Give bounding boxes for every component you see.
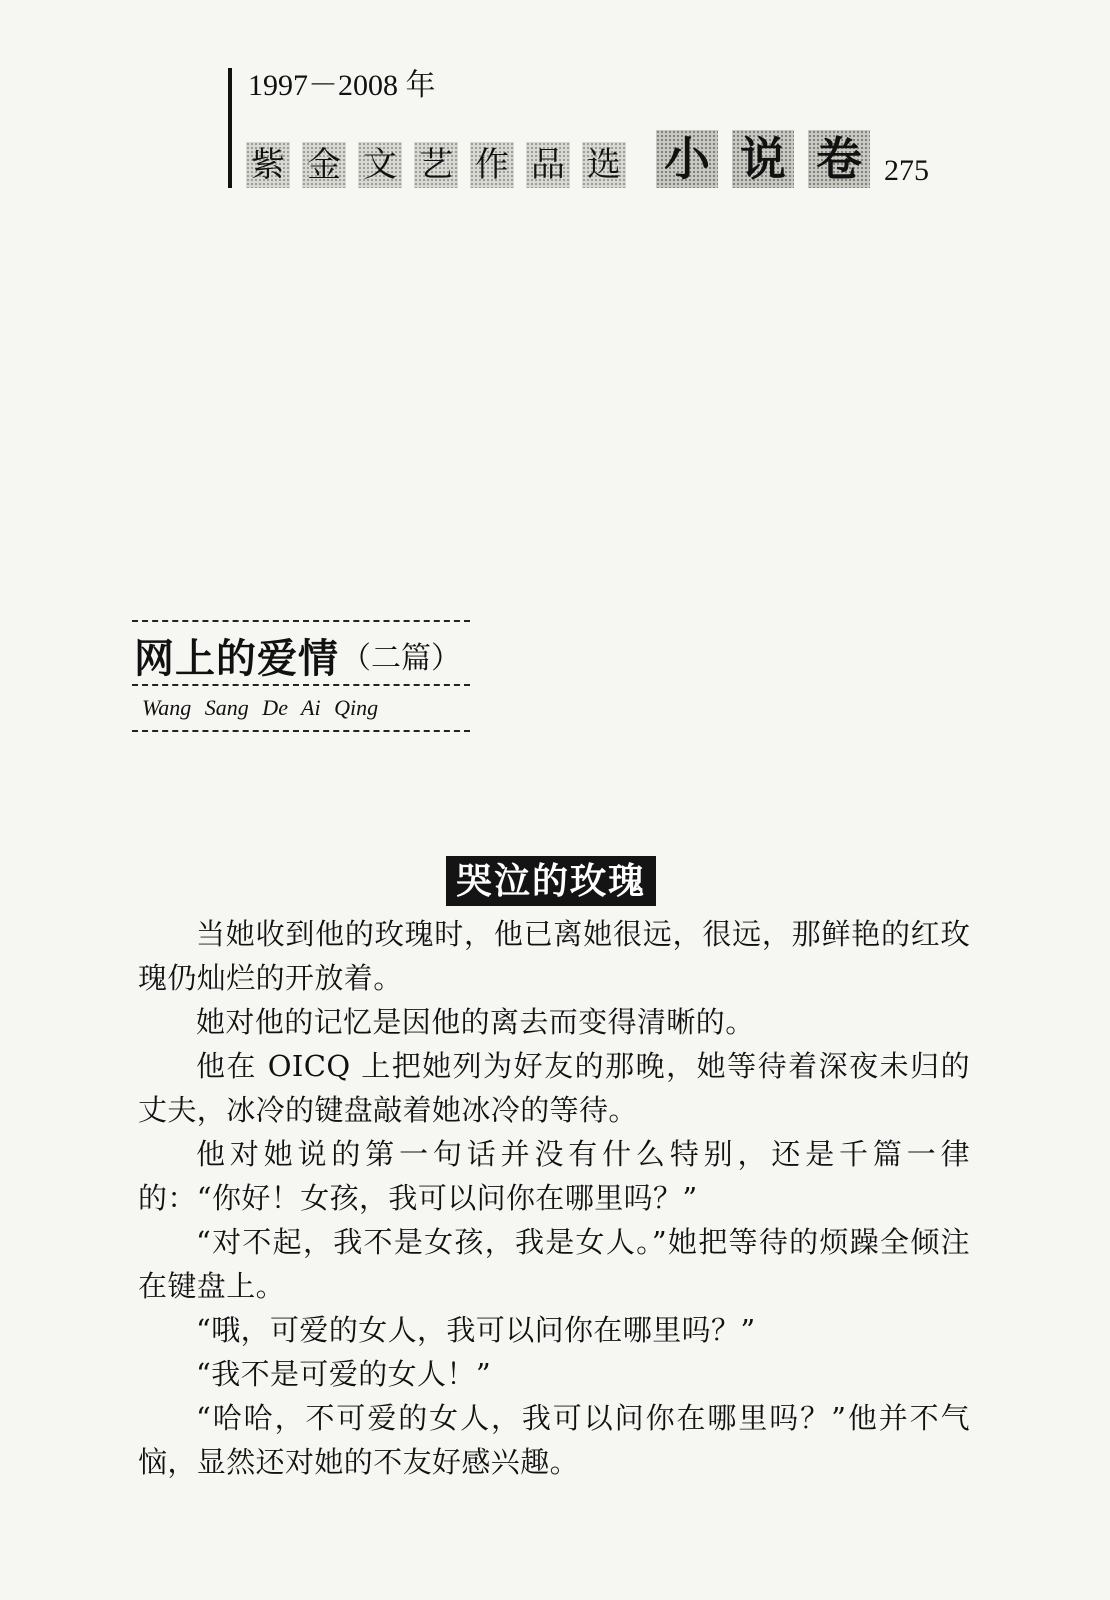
volume-char: 小 bbox=[656, 130, 718, 188]
paragraph: “对不起，我不是女孩，我是女人。”她把等待的烦躁全倾注在键盘上。 bbox=[138, 1225, 970, 1303]
section-title: 哭泣的玫瑰 bbox=[446, 856, 656, 906]
series-name bbox=[246, 142, 626, 188]
series-char: 作 bbox=[470, 142, 514, 188]
paragraph: 他在 OICQ 上把她列为好友的那晚，她等待着深夜未归的丈夫，冰冷的键盘敲着她冰冷的等待。 bbox=[138, 1049, 970, 1127]
paragraph: 他对她说的第一句话并没有什么特别，还是千篇一律的：“你好！女孩，我可以问你在哪里吗？” bbox=[138, 1137, 970, 1215]
dashed-rule bbox=[132, 730, 470, 732]
dashed-rule bbox=[132, 620, 470, 622]
header-divider bbox=[228, 68, 232, 188]
story-pinyin: Wang Sang De Ai Qing bbox=[142, 695, 379, 720]
paragraph: “哦，可爱的女人，我可以问你在哪里吗？” bbox=[196, 1313, 756, 1347]
volume-char: 说 bbox=[732, 130, 794, 188]
header-years: 1997－2008 年 bbox=[248, 69, 436, 102]
story-title-subtitle: （二篇） bbox=[341, 641, 461, 676]
dashed-rule bbox=[132, 684, 470, 686]
story-title bbox=[134, 628, 461, 682]
series-char: 品 bbox=[526, 142, 570, 188]
paragraph: “哈哈，不可爱的女人，我可以问你在哪里吗？”他并不气恼，显然还对她的不友好感兴趣。 bbox=[138, 1401, 970, 1479]
series-title bbox=[246, 128, 929, 188]
series-char: 金 bbox=[302, 142, 346, 188]
series-char: 艺 bbox=[414, 142, 458, 188]
volume-name bbox=[656, 130, 870, 188]
series-char: 文 bbox=[358, 142, 402, 188]
page-number: 275 bbox=[884, 154, 929, 187]
body-text bbox=[138, 912, 970, 1484]
story-title-main: 网上的爱情 bbox=[134, 634, 339, 682]
paragraph: “我不是可爱的女人！” bbox=[196, 1357, 492, 1391]
paragraph: 她对他的记忆是因他的离去而变得清晰的。 bbox=[196, 1005, 755, 1039]
series-char: 选 bbox=[582, 142, 626, 188]
volume-char: 卷 bbox=[808, 130, 870, 188]
series-char: 紫 bbox=[246, 142, 290, 188]
paragraph: 当她收到他的玫瑰时，他已离她很远，很远，那鲜艳的红玫瑰仍灿烂的开放着。 bbox=[138, 917, 970, 995]
